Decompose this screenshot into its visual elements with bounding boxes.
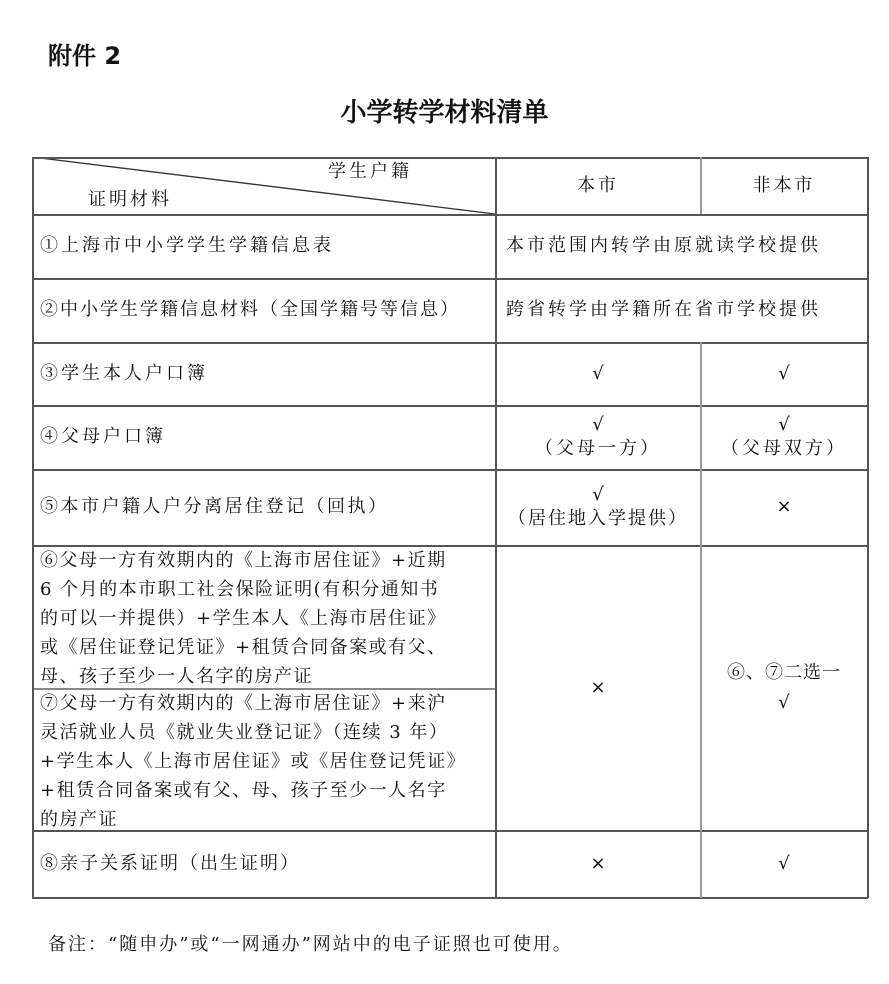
cross-icon: × xyxy=(590,852,606,874)
row-3-local xyxy=(496,342,700,405)
text-line: +租赁合同备案或有父、母、孩子至少一人名字 xyxy=(40,780,447,801)
text-line: ⑦父母一方有效期内的《上海市居住证》+来沪 xyxy=(40,693,447,714)
materials-table xyxy=(32,157,868,898)
text-line: 灵活就业人员《就业失业登记证》（连续 3 年） xyxy=(40,722,449,743)
row-3-material: ③学生本人户口簿 xyxy=(40,362,208,384)
text-line: 的可以一并提供）+学生本人《上海市居住证》 xyxy=(40,608,447,629)
check-icon: √ xyxy=(778,362,790,384)
rows-6-7-local xyxy=(496,545,700,830)
text-line: +学生本人《上海市居住证》或《居住登记凭证》 xyxy=(40,751,467,772)
text-line: 6 个月的本市职工社会保险证明(有积分通知书 xyxy=(40,579,440,600)
check-icon: √ xyxy=(778,852,790,874)
row-3-nonlocal xyxy=(701,342,867,405)
header-materials: 证明材料 xyxy=(88,189,172,210)
row-5-local-note: （居住地入学提供） xyxy=(508,508,688,529)
text-line: ⑥父母一方有效期内的《上海市居住证》+近期 xyxy=(40,550,447,571)
row-7-material xyxy=(32,689,495,834)
row-8-material: ⑧亲子关系证明（出生证明） xyxy=(40,852,300,874)
cross-icon: × xyxy=(776,496,792,517)
check-icon: √ xyxy=(592,414,604,435)
row-1-merged-value: 本市范围内转学由原就读学校提供 xyxy=(506,235,821,256)
text-line: 母、孩子至少一人名字的房产证 xyxy=(40,666,313,687)
row-5-local xyxy=(496,469,700,545)
attachment-label: 附件 2 xyxy=(48,42,122,70)
row-4-local xyxy=(496,405,700,469)
header-student-hukou: 学生户籍 xyxy=(328,161,412,182)
check-icon: √ xyxy=(592,362,604,384)
row-2-merged-value: 跨省转学由学籍所在省市学校提供 xyxy=(506,299,821,320)
document-title: 小学转学材料清单 xyxy=(340,98,549,128)
row-6-material xyxy=(32,546,495,691)
row-8-nonlocal xyxy=(701,830,867,897)
row-4-material: ④父母户口簿 xyxy=(40,426,166,447)
row-5-material: ⑤本市户籍人户分离居住登记（回执） xyxy=(40,496,389,517)
row-4-nonlocal-note: （父母双方） xyxy=(721,438,847,459)
text-line: 或《居住证登记凭证》+租赁合同备案或有父、 xyxy=(40,637,447,658)
row-8-local xyxy=(496,830,700,897)
header-local: 本市 xyxy=(577,174,619,196)
check-icon: √ xyxy=(592,484,604,505)
either-one-note: ⑥、⑦二选一 xyxy=(727,661,841,683)
border-bottom xyxy=(32,897,868,899)
row-4-local-note: （父母一方） xyxy=(535,438,661,459)
cross-icon: × xyxy=(590,676,606,698)
row-5-nonlocal xyxy=(701,469,867,545)
row-2-material: ②中小学生学籍信息材料（全国学籍号等信息） xyxy=(40,299,460,320)
check-icon: √ xyxy=(778,691,790,713)
row-4-nonlocal xyxy=(701,405,867,469)
text-line: 的房产证 xyxy=(40,809,118,830)
row-1-material: ①上海市中小学学生学籍信息表 xyxy=(40,235,334,256)
header-nonlocal: 非本市 xyxy=(752,174,816,196)
rows-6-7-nonlocal xyxy=(701,545,867,830)
check-icon: √ xyxy=(778,414,790,435)
footnote: 备注：“随申办”或“一网通办”网站中的电子证照也可使用。 xyxy=(48,934,573,955)
